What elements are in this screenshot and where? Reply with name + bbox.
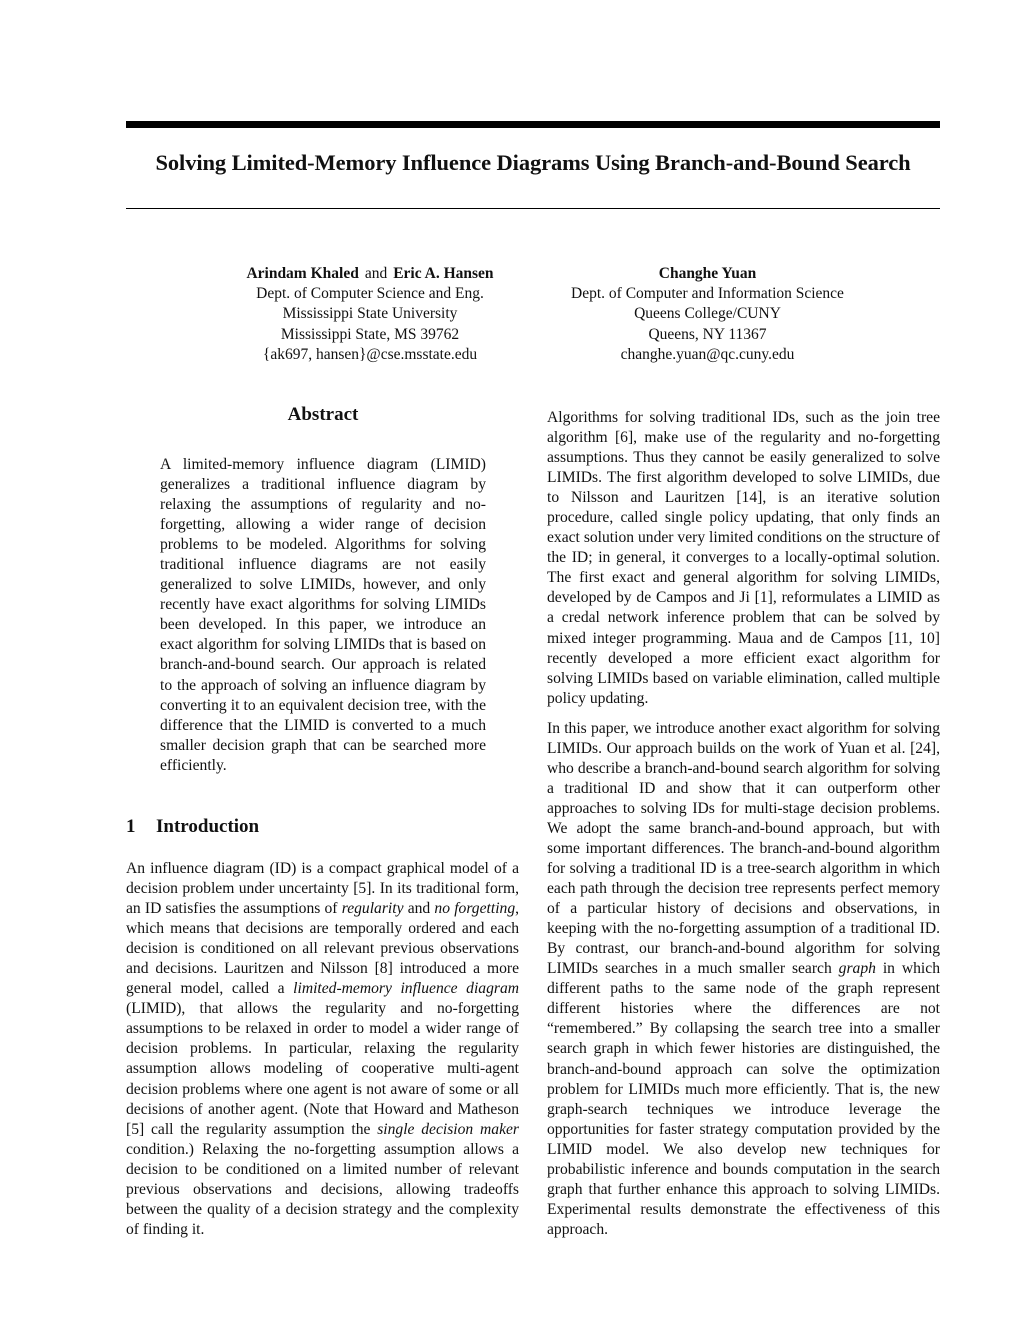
author-name: Arindam Khaled <box>246 265 359 282</box>
author-dept: Dept. of Computer and Information Science <box>571 285 844 303</box>
emphasis-text: single decision maker <box>377 1120 519 1138</box>
introduction-paragraph <box>126 859 519 1240</box>
author-name: Eric A. Hansen <box>393 265 494 282</box>
paragraph: Algorithms for solving traditional IDs, such as the join tree algorithm [6], make use of the regularity and no-forgetting assumptions. Thus they cannot be easily generalized to solve LIMIDs. The first algorithm developed to solve LIMIDs, due to Nilsson and Lauritzen [14], is an iterative solution procedure, called single policy updating, that only finds an exact solution under very limited conditions on the structure of the ID; in general, it converges to a locally-optimal solution. The first exact and general algorithm for solving LIMIDs, developed by de Campos and Ji [1], reformulates a LIMID as a credal network inference problem that can be solved by mixed integer programming. Maua and de Campos [11, 10] recently developed a more efficient exact algorithm for solving LIMIDs based on variable elimination, called multiple policy updating. <box>547 409 940 707</box>
author-name: Changhe Yuan <box>658 265 757 282</box>
paper-title: Solving Limited-Memory Influence Diagrams Using Branch-and-Bound Search <box>155 150 911 175</box>
emphasis-text: graph <box>838 960 876 978</box>
author-email: {ak697, hansen}@cse.msstate.edu <box>262 345 478 363</box>
emphasis-text: no forgetting <box>434 900 516 918</box>
author-block-2 <box>500 264 915 365</box>
text-run: In this paper, we introduce another exact algorithm for solving LIMIDs. Our approach builds on the work of Yuan et al. [24], who describe a branch-and-bound search algorithm for solving a traditional ID and show that it can outperform other approaches to solving IDs for multi-stage decision problems. We adopt the same branch-and-bound approach, but with some important differences. The branch-and-bound algorithm for solving a traditional ID is a tree-search algorithm in which each path through the decision tree represents perfect memory of a particular history of decisions and observations, in keeping with the no-forgetting assumption of a traditional ID. By contrast, our branch-and-bound algorithm for solving LIMIDs searches in a much smaller search <box>547 719 940 978</box>
text-run: condition.) Relaxing the no-forgetting assumption allows a decision to be conditioned on a limited number of relevant previous observations and decisions, allowing tradeoffs between the quality of a decision strategy and the complexity of finding it. <box>126 1140 519 1238</box>
author-dept: Dept. of Computer Science and Eng. <box>256 285 484 303</box>
text-run: (LIMID), that allows the regularity and no-forgetting assumptions to be relaxed in order to model a wider range of decision problems. In particular, relaxing the regularity assumption allows modeling of cooperative multi-agent decision problems where one agent is not aware of some or all decisions of another agent. (Note that Howard and Matheson [5] call the regularity assumption the <box>126 1000 519 1138</box>
author-address: Queens, NY 11367 <box>648 325 767 343</box>
top-rule <box>126 121 940 128</box>
text-run: , which means that decisions are temporally ordered and each decision is conditioned on all relevant previous observations and decisions. Lauritzen and Nilsson [8] introduced a more general model, called a <box>126 900 520 998</box>
abstract-heading: Abstract <box>287 404 359 425</box>
title-rule <box>126 208 940 209</box>
abstract-text: A limited-memory influence diagram (LIMID) generalizes a traditional influence diagram by relaxing the assumptions of regularity and no-forgetting, allowing a wider range of decision problems to be modeled. Algorithms for solving traditional influence diagrams are not easily generalized to solve LIMIDs, however, and only recently have exact algorithms for solving LIMIDs been developed. In this paper, we introduce an exact algorithm for solving LIMIDs that is based on branch-and-bound search. Our approach is related to the approach of solving an influence diagram by converting it to an equivalent decision tree, with the difference that the LIMID is converted to a much smaller decision graph that can be searched more efficiently. <box>160 456 486 774</box>
author-university: Queens College/CUNY <box>634 305 781 323</box>
right-column <box>547 408 940 1250</box>
section-number: 1 <box>126 816 136 837</box>
section-title: Introduction <box>156 816 260 837</box>
paragraph <box>547 719 940 1240</box>
emphasis-text: limited-memory influence diagram <box>293 980 520 998</box>
text-run: in which different paths to the same node of the graph represent different histories where the differences are not “remembered.” By collapsing the search tree into a smaller search graph in which fewer histories are distinguished, the branch-and-bound approach can solve the optimization problem for LIMIDs much more efficiently. That is, the new graph-search techniques we introduce leverage the opportunities for faster strategy computation provided by the LIMID model. We also develop new techniques for probabilistic inference and bounds computation in the search graph that further enhance this approach to solving LIMIDs. Experimental results demonstrate the effectiveness of this approach. <box>547 960 940 1238</box>
emphasis-text: regularity <box>341 900 404 918</box>
section-heading-introduction <box>126 816 259 838</box>
text-run: An influence diagram (ID) is a compact graphical model of a decision problem under uncertainty [5]. In its traditional form, an ID satisfies the assumptions of <box>126 860 519 918</box>
author-conjunction: and <box>364 265 388 282</box>
author-university: Mississippi State University <box>282 305 458 323</box>
author-email: changhe.yuan@qc.cuny.edu <box>620 345 795 363</box>
author-address: Mississippi State, MS 39762 <box>280 325 460 343</box>
text-run: and <box>403 900 435 918</box>
